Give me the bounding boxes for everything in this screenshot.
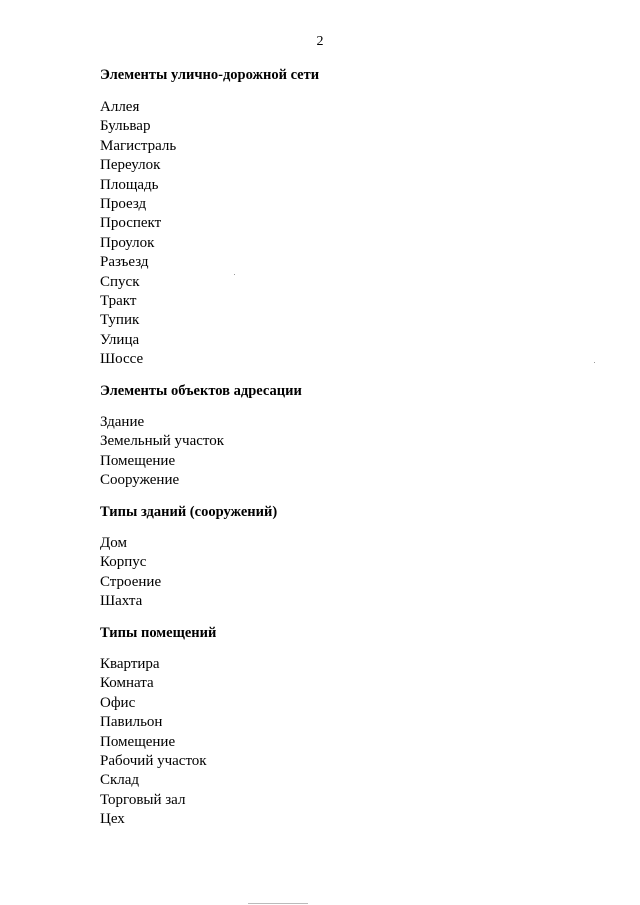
list-item: Склад — [100, 772, 140, 789]
list-item: Шахта — [100, 593, 143, 610]
addressing-objects-list — [100, 413, 224, 491]
list-item: Строение — [100, 573, 162, 590]
list-item: Переулок — [100, 157, 161, 174]
section-heading-addressing-objects: Элементы объектов адресации — [100, 383, 302, 399]
list-item: Корпус — [100, 554, 147, 571]
section-heading-premises-types: Типы помещений — [100, 625, 217, 641]
list-item: Дом — [100, 535, 127, 551]
building-types-list — [100, 534, 161, 612]
list-item: Цех — [100, 811, 125, 828]
list-item: Офис — [100, 694, 136, 711]
list-item: Сооружение — [100, 472, 180, 489]
list-item: Помещение — [100, 733, 176, 750]
list-item: Здание — [100, 414, 145, 430]
list-item: Проезд — [100, 195, 147, 212]
page-number: 2 — [316, 34, 324, 49]
list-item: Тупик — [100, 312, 140, 329]
list-item: Шоссе — [100, 351, 144, 368]
list-item: Рабочий участок — [100, 752, 207, 769]
list-item: Помещение — [100, 452, 176, 469]
list-item: Проспект — [100, 215, 162, 232]
section-heading-street-elements: Элементы улично-дорожной сети — [100, 67, 320, 83]
list-item: Аллея — [100, 99, 140, 115]
list-item: Улица — [100, 331, 140, 348]
list-item: Квартира — [100, 656, 160, 672]
list-item: Тракт — [100, 292, 137, 309]
list-item: Бульвар — [100, 118, 151, 135]
list-item: Павильон — [100, 714, 163, 731]
list-item: Площадь — [100, 176, 159, 193]
list-item: Спуск — [100, 273, 140, 290]
list-item: Земельный участок — [100, 433, 225, 450]
scan-speck — [234, 274, 235, 275]
list-item: Разъезд — [100, 254, 149, 271]
street-elements-list — [100, 98, 176, 369]
list-item: Торговый зал — [100, 791, 186, 808]
section-heading-building-types: Типы зданий (сооружений) — [100, 504, 278, 520]
scan-speck — [594, 362, 595, 363]
list-item: Комната — [100, 675, 154, 692]
scan-edge-line — [248, 903, 308, 904]
list-item: Проулок — [100, 234, 155, 251]
premises-types-list — [100, 655, 207, 830]
list-item: Магистраль — [100, 137, 177, 154]
